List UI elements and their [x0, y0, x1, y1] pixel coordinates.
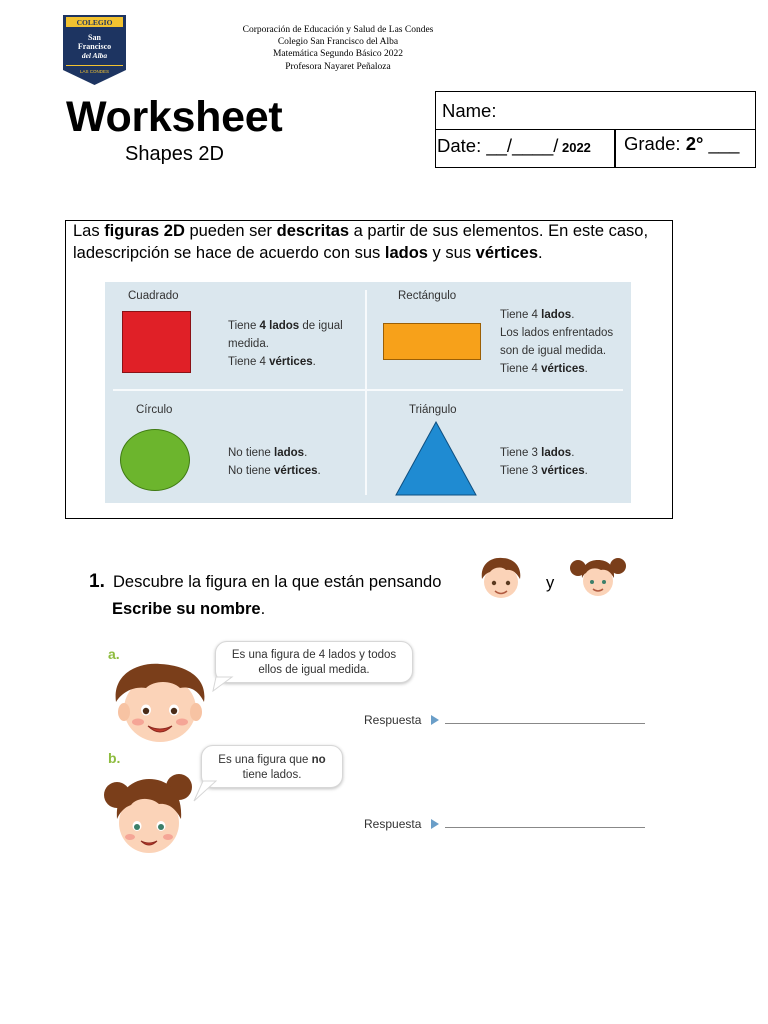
exercise-number: 1. [89, 571, 105, 592]
play-arrow-icon [430, 714, 440, 726]
svg-text:Francisco: Francisco [77, 42, 112, 51]
name-label: Name: [442, 100, 497, 121]
item-b-answer-label: Respuesta [364, 817, 422, 831]
item-a-answer-label: Respuesta [364, 713, 422, 727]
rectangle-description: Tiene 4 lados. Los lados enfrentados son de igual medida. Tiene 4 vértices. [500, 309, 614, 375]
item-a-bubble-tail [212, 676, 234, 692]
header-line-teacher: Profesora Nayaret Peñaloza [285, 61, 391, 72]
svg-text:LAS CONDES: LAS CONDES [79, 69, 110, 74]
play-arrow-icon [430, 818, 440, 830]
school-logo [63, 15, 126, 85]
square-shape [122, 311, 191, 373]
svg-text:del Alba: del Alba [81, 51, 108, 60]
grade-value: 2° [685, 133, 704, 154]
grade-label: Grade: 2° ___ [624, 133, 740, 154]
circle-shape [120, 429, 190, 491]
exercise-connector: y [546, 574, 555, 592]
girl-face-icon [569, 555, 627, 599]
shapes-table [105, 282, 631, 503]
item-a-speech-bubble: Es una figura de 4 lados y todos ellos de igual medida. [215, 641, 413, 683]
triangle-title: Triángulo [409, 404, 457, 416]
header-line-school: Colegio San Francisco del Alba [277, 37, 399, 48]
table-divider-vertical [365, 290, 367, 495]
item-b-answer-line[interactable] [445, 827, 645, 828]
item-a-answer-line[interactable] [445, 723, 645, 724]
item-b-letter: b. [108, 750, 121, 766]
square-description: Tiene 4 lados de igual medida. Tiene 4 vértices. [228, 320, 343, 368]
circle-description: No tiene lados. No tiene vértices. [228, 447, 321, 477]
page-subtitle: Shapes 2D [125, 143, 224, 165]
boy-avatar-icon [110, 662, 210, 744]
triangle-shape [395, 421, 477, 497]
boy-face-icon [476, 555, 526, 601]
date-label: Date: __/____/ 2022 [437, 135, 591, 156]
item-a-letter: a. [108, 646, 120, 662]
header-info [200, 24, 476, 73]
exercise-instruction: Escribe su nombre. [112, 600, 266, 618]
header-line-course: Matemática Segundo Básico 2022 [272, 49, 404, 60]
svg-text:COLEGIO: COLEGIO [76, 18, 113, 27]
svg-text:San: San [88, 33, 101, 42]
table-divider-horizontal [113, 389, 623, 391]
circle-title: Círculo [136, 404, 173, 416]
girl-avatar-icon [103, 771, 193, 857]
header-line-corporation: Corporación de Educación y Salud de Las Condes [242, 25, 434, 35]
rectangle-title: Rectángulo [398, 290, 457, 302]
exercise-question: Descubre la figura en la que están pensando [113, 573, 442, 591]
date-year: 2022 [558, 140, 591, 155]
date-field[interactable] [435, 129, 616, 168]
name-field[interactable] [435, 91, 756, 130]
grade-field[interactable] [614, 129, 756, 168]
triangle-description: Tiene 3 lados. Tiene 3 vértices. [500, 447, 588, 477]
page-title: Worksheet [66, 93, 283, 141]
intro-text: Las figuras 2D pueden ser descritas a partir de sus elementos. En este caso, ladescripción se hace de acuerdo con sus lados y sus vértices. [73, 222, 649, 262]
item-b-speech-bubble: Es una figura que no tiene lados. [201, 745, 343, 788]
rectangle-shape [383, 323, 481, 360]
item-b-bubble-tail [193, 780, 217, 802]
square-title: Cuadrado [128, 290, 179, 302]
